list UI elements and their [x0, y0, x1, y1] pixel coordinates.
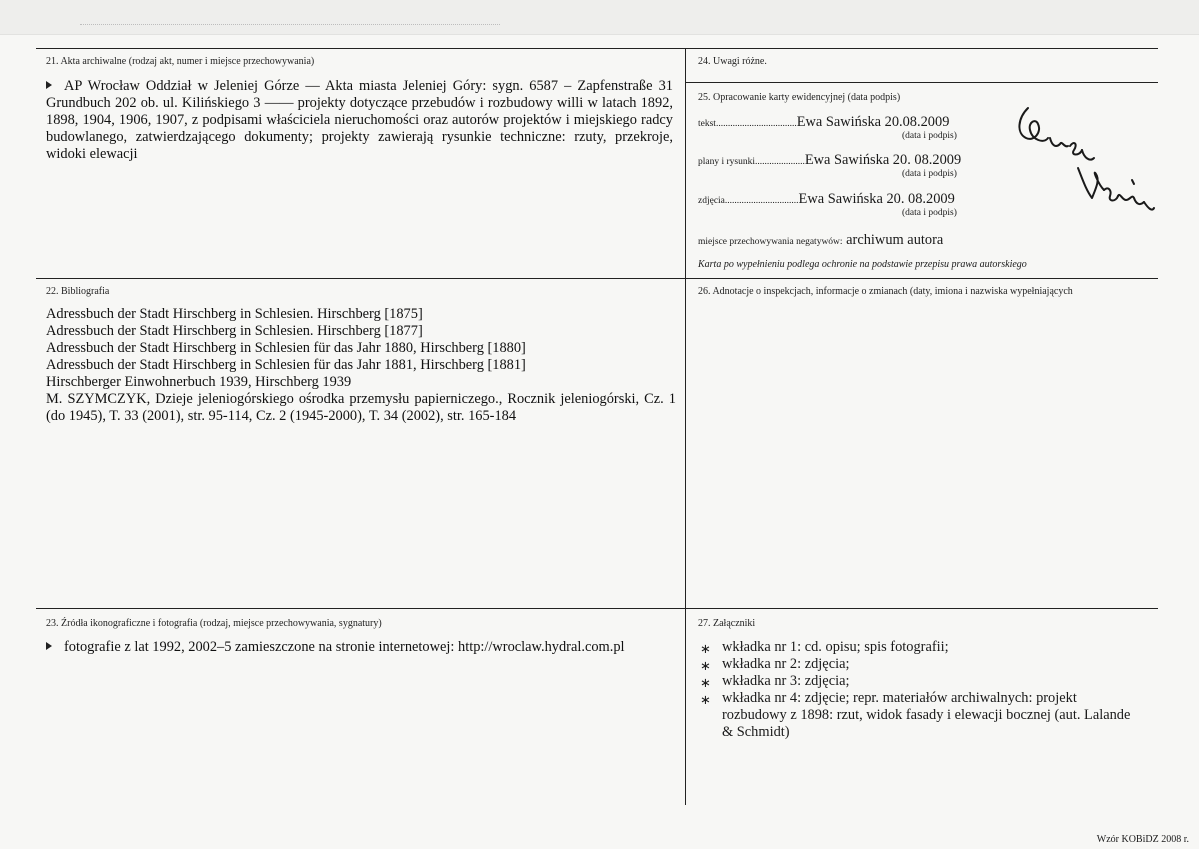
- row-negatives: miejsce przechowywania negatywów: archiwum autora: [698, 232, 944, 248]
- section-26-label: 26. Adnotacje o inspekcjach, informacje o zmianach (daty, imiona i nazwiska wypełniających: [698, 286, 1073, 297]
- vertical-divider: [685, 48, 686, 805]
- section-23-text: fotografie z lat 1992, 2002–5 zamieszczone na stronie internetowej: http://wroclaw.hydral.com.pl: [46, 639, 676, 656]
- row-zdjecia: zdjęcia...............................Ewa Sawińska 20. 08.2009: [698, 191, 955, 207]
- row-zdjecia-sub: (data i podpis): [902, 208, 957, 218]
- asterisk-bullet-icon: ∗: [700, 692, 711, 707]
- attachment-item: ∗ wkładka nr 1: cd. opisu; spis fotografii;: [700, 639, 949, 656]
- section-21-text: AP Wrocław Oddział w Jeleniej Górze — Akta miasta Jeleniej Góry: sygn. 6587 – Zapfenstraße 31 Grundbuch 202 ob. ul. Kilińskiego 3 —— projekty dotyczące przebudów i rozbudowy willi w latach 1892, 1898, 1904, 1906, 1907, z podpisami właściciela nieruchomości oraz autorów projektów i miejskiego radcy budowlanego, zatwierdzającego dokumenty; projekty zawierają rysunkie techniczne: rzuty, przekroje, widoki elewacji: [46, 78, 673, 162]
- attachment-item: ∗ wkładka nr 3: zdjęcia;: [700, 673, 850, 690]
- triangle-bullet-icon: [46, 642, 52, 650]
- record-card-form: [36, 48, 1158, 808]
- asterisk-bullet-icon: ∗: [700, 641, 711, 656]
- bibliography-item: Adressbuch der Stadt Hirschberg in Schlesien für das Jahr 1880, Hirschberg [1880]: [46, 340, 526, 356]
- section-21-label: 21. Akta archiwalne (rodzaj akt, numer i miejsce przechowywania): [46, 56, 315, 67]
- divider-row2: [36, 608, 1158, 609]
- section-22-label: 22. Bibliografia: [46, 286, 110, 297]
- bibliography-item: M. SZYMCZYK, Dzieje jeleniogórskiego ośrodka przemysłu papierniczego., Rocznik jeleniogórski, Cz. 1 (do 1945), T. 33 (2001), str. 95-114, Cz. 2 (1945-2000), T. 34 (2002), str. 165-184: [46, 391, 676, 424]
- row-plany-sub: (data i podpis): [902, 169, 957, 179]
- divider-24-25: [686, 82, 1158, 83]
- triangle-bullet-icon: [46, 81, 52, 89]
- bibliography-item: Adressbuch der Stadt Hirschberg in Schlesien. Hirschberg [1877]: [46, 323, 423, 339]
- form-template-footer: Wzór KOBiDZ 2008 r.: [1096, 834, 1189, 845]
- row-plany: plany i rysunki.....................Ewa Sawińska 20. 08.2009: [698, 152, 962, 168]
- section-25-label: 25. Opracowanie karty ewidencyjnej (data podpis): [698, 92, 901, 103]
- section-23-label: 23. Źródła ikonograficzne i fotografia (rodzaj, miejsce przechowywania, sygnatury): [46, 618, 382, 629]
- attachments-list: [698, 639, 1138, 741]
- attachment-item: ∗ wkładka nr 4: zdjęcie; repr. materiałów archiwalnych: projekt rozbudowy z 1898: rzut, widok fasady i elewacji bocznej (aut. Lalande & Schmidt): [700, 690, 1131, 740]
- top-scan-strip: [0, 0, 1199, 35]
- asterisk-bullet-icon: ∗: [700, 675, 711, 690]
- bibliography-item: Adressbuch der Stadt Hirschberg in Schlesien. Hirschberg [1875]: [46, 306, 423, 322]
- section-24-label: 24. Uwagi różne.: [698, 56, 767, 67]
- top-border: [36, 48, 1158, 49]
- asterisk-bullet-icon: ∗: [700, 658, 711, 673]
- attachment-item: ∗ wkładka nr 2: zdjęcia;: [700, 656, 850, 673]
- handwritten-signature: [1008, 88, 1158, 228]
- bibliography-item: Adressbuch der Stadt Hirschberg in Schlesien für das Jahr 1881, Hirschberg [1881]: [46, 357, 526, 373]
- row-tekst-sub: (data i podpis): [902, 131, 957, 141]
- section-27-label: 27. Załączniki: [698, 618, 756, 629]
- divider-row1: [36, 278, 1158, 279]
- bibliography-list: [46, 306, 676, 425]
- copyright-note: Karta po wypełnieniu podlega ochronie na podstawie przepisu prawa autorskiego: [698, 259, 1027, 270]
- bibliography-item: Hirschberger Einwohnerbuch 1939, Hirschberg 1939: [46, 374, 352, 390]
- row-tekst: tekst..................................Ewa Sawińska 20.08.2009: [698, 114, 950, 130]
